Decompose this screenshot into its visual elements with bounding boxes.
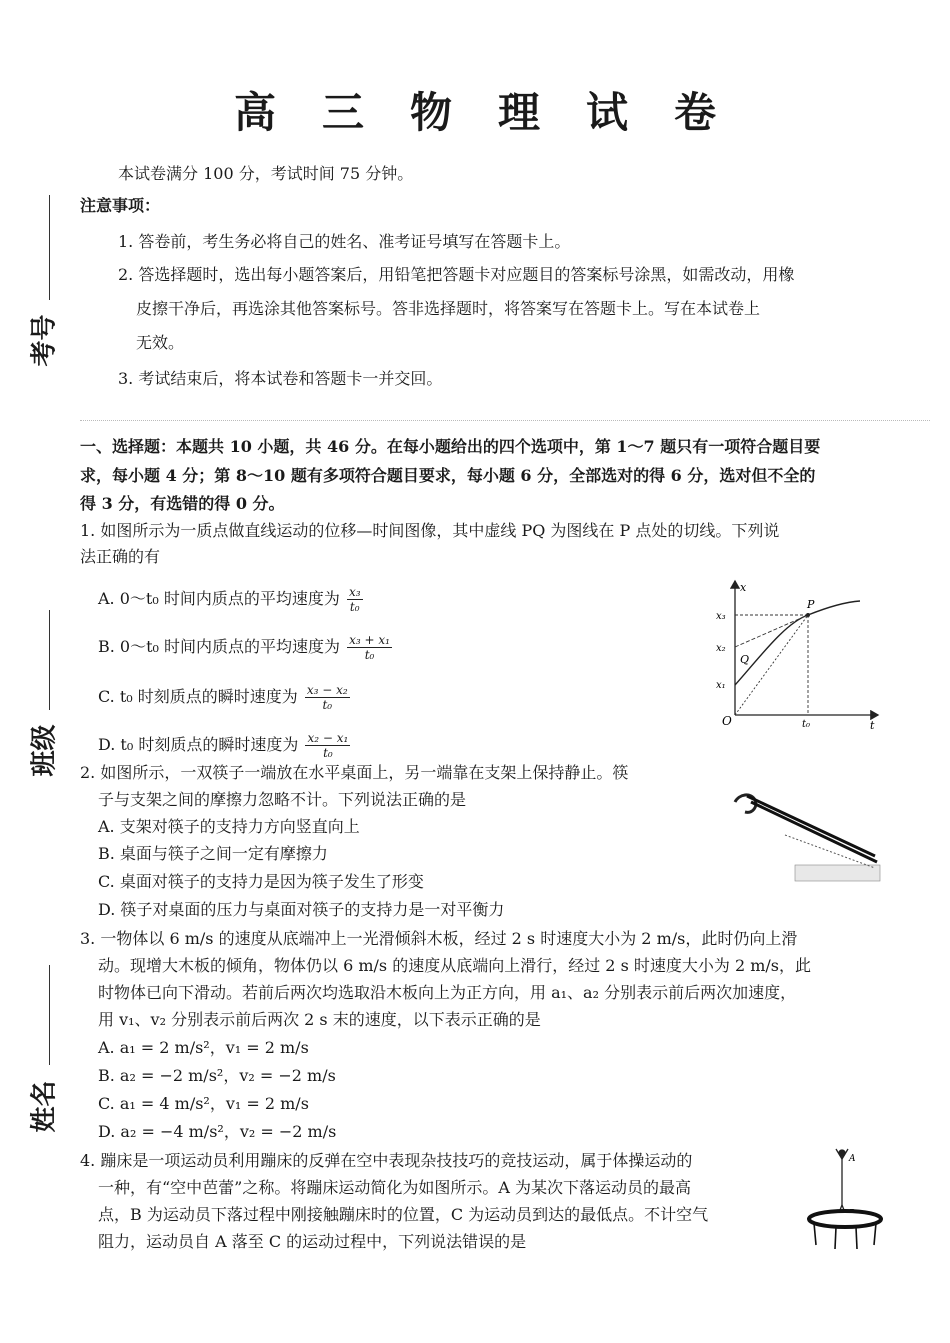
q1-option-b-denominator: t₀ [364, 648, 375, 662]
q4-stem-line-4: 阻力，运动员自 A 落至 C 的运动过程中，下列说法错误的是 [98, 1232, 527, 1251]
q2-option-d: D. 筷子对桌面的压力与桌面对筷子的支持力是一对平衡力 [98, 900, 505, 919]
q3-stem-line-2: 动。现增大木板的倾角，物体仍以 6 m/s 的速度从底端向上滑行，经过 2 s 时速度大小为 2 m/s，此 [98, 956, 811, 975]
q1-option-d-fraction [305, 731, 350, 760]
q1-option-a [98, 585, 365, 614]
q3-stem-line-1: 3. 一物体以 6 m/s 的速度从底端冲上一光滑倾斜木板，经过 2 s 时速度大小为 2 m/s，此时仍向上滑 [80, 929, 798, 948]
kaohao-rule [49, 195, 50, 300]
section1-line-2: 求，每小题 4 分；第 8～10 题有多项符合题目要求，每小题 6 分，全部选对的得 6 分，选对但不全的 [80, 466, 816, 485]
q2-figure-chopstick-2 [751, 802, 877, 862]
q1-option-c [98, 683, 352, 712]
q1-stem-line-2: 法正确的有 [80, 547, 161, 566]
q4-trampoline-figure [800, 1145, 890, 1260]
q1-graph-x-label: x [740, 581, 747, 594]
q1-graph-x2-label: x₂ [716, 643, 726, 654]
q1-option-a-numerator: x₃ [348, 585, 361, 599]
q1-xt-graph [700, 575, 890, 730]
q3-option-c: C. a₁ = 4 m/s²，v₁ = 2 m/s [98, 1094, 309, 1113]
q3-option-d: D. a₂ = −4 m/s²，v₂ = −2 m/s [98, 1122, 337, 1141]
q4-figure-trampoline-bed [809, 1211, 881, 1227]
q1-graph-p-label: P [807, 598, 815, 611]
q1-graph-q-label: Q [740, 653, 750, 666]
q4-stem-line-2: 一种，有“空中芭蕾”之称。将蹦床运动简化为如图所示。A 为某次下落运动员的最高 [98, 1178, 692, 1197]
note-item-2-line-1: 2. 答选择题时，选出每小题答案后，用铅笔把答题卡对应题目的答案标号涂黑，如需改动，用橡 [118, 265, 795, 284]
q1-graph-x3-label: x₃ [716, 611, 726, 622]
q3-option-b: B. a₂ = −2 m/s²，v₂ = −2 m/s [98, 1066, 336, 1085]
section1-line-3: 得 3 分，有选错的得 0 分。 [80, 494, 285, 513]
q1-graph-point-p [806, 613, 810, 617]
q1-graph-origin: O [722, 714, 732, 728]
q1-stem-line-1: 1. 如图所示为一质点做直线运动的位移—时间图像，其中虚线 PQ 为图线在 P 点处的切线。下列说 [80, 521, 780, 540]
q1-option-b [98, 633, 394, 662]
side-label-kaohao: 考号 [29, 314, 60, 367]
side-label-banji: 班级 [29, 724, 60, 777]
note-item-3: 3. 考试结束后，将本试卷和答题卡一并交回。 [118, 369, 443, 388]
q1-graph-t-label: t [870, 719, 875, 730]
q4-stem-line-1: 4. 蹦床是一项运动员利用蹦床的反弹在空中表现杂技技巧的竞技运动，属于体操运动的 [80, 1151, 693, 1170]
q1-option-b-fraction [347, 633, 392, 662]
q1-graph-t0-label: t₀ [802, 719, 811, 730]
q1-option-d-text: D. t₀ 时刻质点的瞬时速度为 [98, 735, 299, 754]
xingming-rule [49, 965, 50, 1065]
q2-figure-table [795, 865, 880, 881]
q2-option-c: C. 桌面对筷子的支持力是因为筷子发生了形变 [98, 872, 424, 891]
note-item-2-line-3: 无效。 [136, 333, 185, 352]
q2-figure-chopstick-1 [747, 796, 875, 856]
q1-option-a-text: A. 0～t₀ 时间内质点的平均速度为 [98, 589, 340, 608]
page-title: 高三物理试卷 [233, 88, 762, 137]
q3-stem-line-3: 时物体已向下滑动。若前后两次均选取沿木板向上为正方向，用 a₁、a₂ 分别表示前后两次加速度， [98, 983, 797, 1002]
exam-intro: 本试卷满分 100 分，考试时间 75 分钟。 [118, 164, 414, 183]
q1-option-c-fraction [305, 683, 350, 712]
note-item-2-line-2: 皮擦干净后，再选涂其他答案标号。答非选择题时，将答案写在答题卡上。写在本试卷上 [136, 299, 761, 318]
q2-stem-line-1: 2. 如图所示，一双筷子一端放在水平桌面上，另一端靠在支架上保持静止。筷 [80, 763, 629, 782]
side-label-xingming: 姓名 [29, 1080, 60, 1133]
q4-stem-line-3: 点，B 为运动员下落过程中刚接触蹦床时的位置，C 为运动员到达的最低点。不计空气 [98, 1205, 709, 1224]
q4-figure-athlete [836, 1149, 848, 1215]
q1-option-c-denominator: t₀ [322, 698, 333, 712]
q1-option-b-numerator: x₃ + x₁ [349, 633, 390, 647]
q1-option-a-fraction [347, 585, 363, 614]
q1-option-d [98, 731, 352, 760]
q1-graph-curve [735, 601, 860, 685]
q2-option-a: A. 支架对筷子的支持力方向竖直向上 [98, 817, 360, 836]
q2-option-b: B. 桌面与筷子之间一定有摩擦力 [98, 844, 328, 863]
q1-option-c-text: C. t₀ 时刻质点的瞬时速度为 [98, 687, 298, 706]
q1-graph-x1-label: x₁ [716, 680, 726, 691]
section1-line-1: 一、选择题：本题共 10 小题，共 46 分。在每小题给出的四个选项中，第 1～7 题只有一项符合题目要 [80, 437, 821, 456]
section-divider [80, 420, 930, 421]
q3-stem-line-4: 用 v₁、v₂ 分别表示前后两次 2 s 末的速度，以下表示正确的是 [98, 1010, 541, 1029]
q2-chopsticks-figure [725, 780, 885, 890]
q4-figure-label-a: A [849, 1154, 856, 1164]
q3-option-a: A. a₁ = 2 m/s²，v₁ = 2 m/s [98, 1038, 309, 1057]
note-item-1: 1. 答卷前，考生务必将自己的姓名、准考证号填写在答题卡上。 [118, 232, 571, 251]
q1-option-b-text: B. 0～t₀ 时间内质点的平均速度为 [98, 637, 341, 656]
banji-rule [49, 610, 50, 710]
q1-option-d-denominator: t₀ [323, 746, 333, 760]
q1-option-a-denominator: t₀ [349, 600, 360, 614]
q1-option-d-numerator: x₂ − x₁ [307, 731, 349, 745]
notes-heading: 注意事项： [80, 196, 161, 215]
q2-stem-line-2: 子与支架之间的摩擦力忽略不计。下列说法正确的是 [98, 790, 467, 809]
q1-graph-tangent-pq [735, 615, 808, 647]
q1-option-c-numerator: x₃ − x₂ [306, 683, 348, 697]
